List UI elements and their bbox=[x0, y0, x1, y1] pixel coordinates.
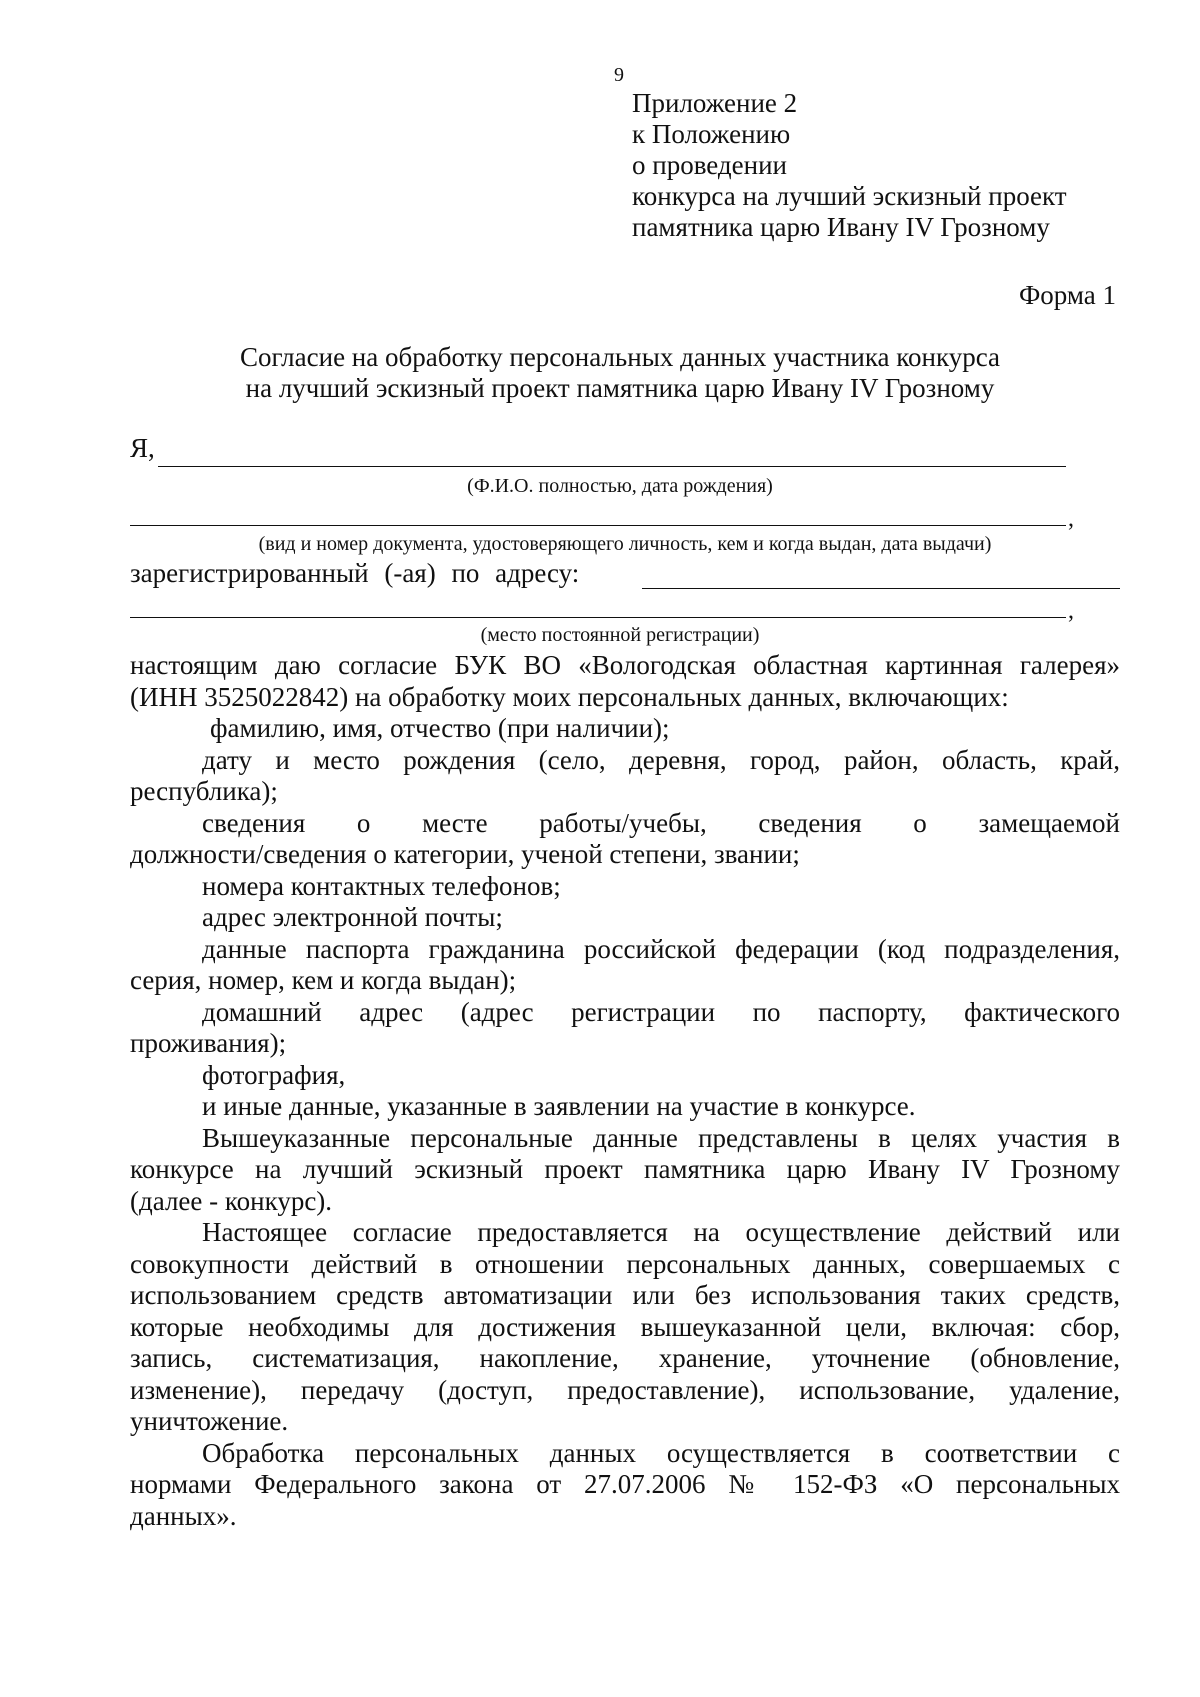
body-line: данные паспорта гражданина российской федерации (код подразделения, bbox=[202, 933, 1120, 964]
appendix-line: памятника царю Ивану IV Грозному bbox=[632, 212, 1050, 242]
consent-body bbox=[130, 650, 1120, 1532]
body-line: конкурсе на лучший эскизный проект памятника царю Ивану IV Грозному bbox=[130, 1154, 1120, 1184]
appendix-line: о проведении bbox=[632, 150, 787, 180]
body-line: (ИНН 3525022842) на обработку моих персональных данных, включающих: bbox=[130, 681, 1009, 712]
ya-label: Я, bbox=[130, 433, 155, 463]
title-line: Согласие на обработку персональных данных участника конкурса bbox=[239, 342, 1001, 372]
comma: , bbox=[1068, 598, 1074, 624]
body-line: запись, систематизация, накопление, хранение, уточнение (обновление, bbox=[130, 1343, 1120, 1373]
body-line: проживания); bbox=[130, 1028, 287, 1058]
body-line: изменение), передачу (доступ, предоставление), использование, удаление, bbox=[130, 1374, 1120, 1405]
body-line: (далее - конкурс). bbox=[130, 1185, 333, 1216]
page-number: 9 bbox=[614, 64, 624, 86]
body-line: домашний адрес (адрес регистрации по паспорту, фактического bbox=[202, 996, 1120, 1027]
registration-blank-line[interactable] bbox=[130, 617, 1066, 618]
body-line: Обработка персональных данных осуществляется в соответствии с bbox=[202, 1437, 1120, 1468]
body-line: Настоящее согласие предоставляется на осуществление действий или bbox=[202, 1217, 1120, 1247]
body-line: сведения о месте работы/учебы, сведения о замещаемой bbox=[202, 807, 1120, 838]
document-title bbox=[120, 342, 1120, 404]
body-line: уничтожение. bbox=[130, 1406, 289, 1436]
body-line: совокупности действий в отношении персональных данных, совершаемых с bbox=[130, 1248, 1120, 1279]
body-line: данных». bbox=[130, 1500, 237, 1531]
appendix-line: конкурса на лучший эскизный проект bbox=[632, 181, 1067, 211]
appendix-header bbox=[632, 88, 1067, 243]
form-label: Форма 1 bbox=[1018, 280, 1116, 310]
address-blank-line[interactable] bbox=[642, 588, 1120, 589]
body-line: которые необходимы для достижения вышеуказанной цели, включая: сбор, bbox=[130, 1311, 1120, 1342]
body-line: использованием средств автоматизации или без использования таких средств, bbox=[130, 1280, 1120, 1310]
body-line: Вышеуказанные персональные данные представлены в целях участия в bbox=[202, 1122, 1120, 1153]
body-line: адрес электронной почты; bbox=[202, 902, 503, 932]
body-line: нормами Федерального закона от 27.07.2006 № 152-ФЗ «О персональных bbox=[130, 1469, 1120, 1499]
body-line: дату и место рождения (село, деревня, город, район, область, край, bbox=[202, 744, 1120, 775]
registered-label: зарегистрированный (-ая) по адресу: bbox=[130, 558, 580, 588]
body-line: серия, номер, кем и когда выдан); bbox=[130, 965, 517, 995]
body-line: должности/сведения о категории, ученой степени, звании; bbox=[130, 839, 800, 869]
fio-caption: (Ф.И.О. полностью, дата рождения) bbox=[467, 475, 773, 497]
body-line: и иные данные, указанные в заявлении на участие в конкурсе. bbox=[202, 1091, 916, 1121]
body-line: номера контактных телефонов; bbox=[202, 870, 561, 901]
appendix-line: к Положению bbox=[632, 119, 791, 149]
title-line: на лучший эскизный проект памятника царю Ивану IV Грозному bbox=[245, 373, 995, 403]
appendix-line: Приложение 2 bbox=[632, 88, 798, 118]
body-line: настоящим даю согласие БУК ВО «Вологодская областная картинная галерея» bbox=[130, 650, 1120, 680]
document-caption: (вид и номер документа, удостоверяющего личность, кем и когда выдан, дата выдачи) bbox=[258, 533, 992, 555]
document-blank-line[interactable] bbox=[130, 525, 1066, 526]
body-line: фамилию, имя, отчество (при наличии); bbox=[210, 713, 670, 743]
registration-caption: (место постоянной регистрации) bbox=[480, 624, 760, 646]
body-line: республика); bbox=[130, 776, 278, 806]
comma: , bbox=[1068, 506, 1074, 532]
body-line: фотография, bbox=[202, 1059, 346, 1090]
fio-blank-line[interactable] bbox=[158, 466, 1066, 467]
